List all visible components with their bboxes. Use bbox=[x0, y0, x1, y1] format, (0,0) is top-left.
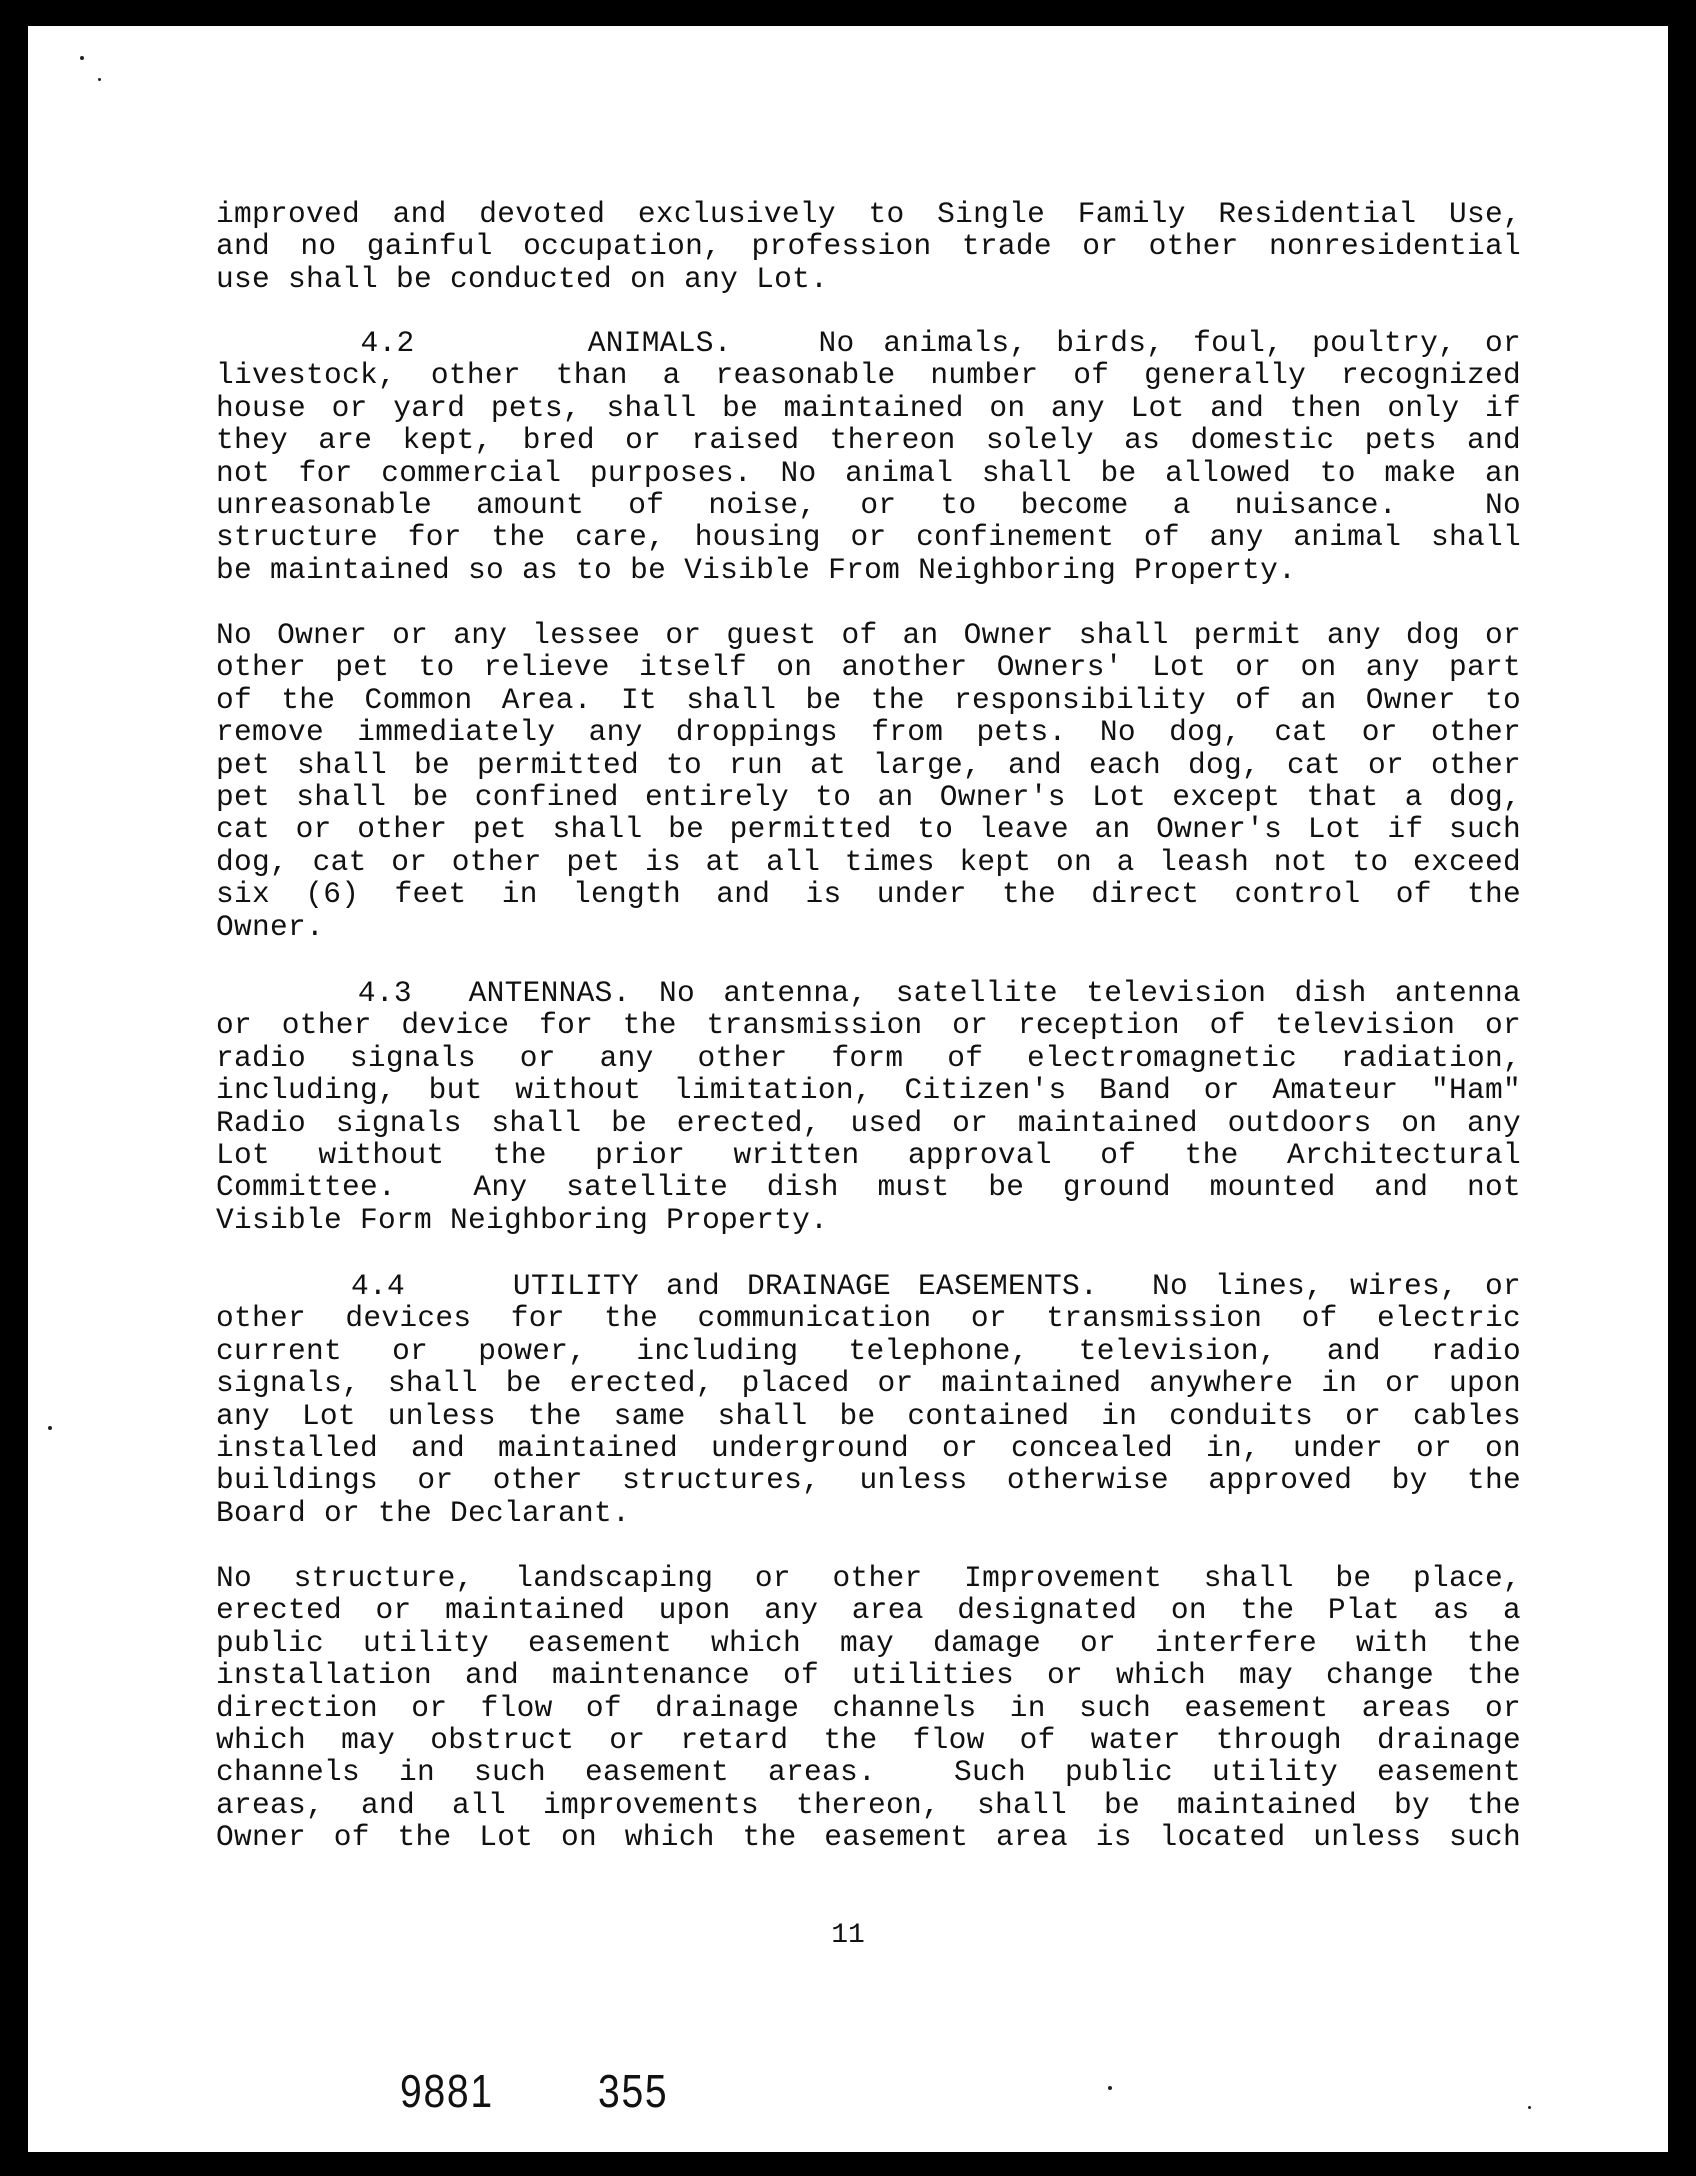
text-line: use shall be conducted on any Lot. bbox=[216, 261, 829, 296]
text-line: direction or flow of drainage channels in such easement areas or bbox=[216, 1690, 1521, 1725]
page-number: 11 bbox=[831, 1920, 865, 1951]
section-heading-line: 4.4 UTILITY and DRAINAGE EASEMENTS. No lines, wires, or bbox=[216, 1269, 1521, 1303]
text-line: pet shall be permitted to run at large, and each dog, cat or other bbox=[216, 747, 1521, 782]
text-line: livestock, other than a reasonable number of generally recognized bbox=[216, 358, 1521, 393]
text-line: improved and devoted exclusively to Single Family Residential Use, bbox=[216, 197, 1521, 231]
text-line: of the Common Area. It shall be the responsibility of an Owner to bbox=[216, 682, 1521, 717]
document-page bbox=[28, 26, 1668, 2152]
text-line: Radio signals shall be erected, used or maintained outdoors on any bbox=[216, 1105, 1521, 1140]
text-line: current or power, including telephone, television, and radio bbox=[216, 1333, 1521, 1368]
scan-speck bbox=[48, 1426, 52, 1430]
text-line: radio signals or any other form of electromagnetic radiation, bbox=[216, 1040, 1521, 1075]
scan-speck bbox=[98, 78, 101, 81]
text-line: signals, shall be erected, placed or maintained anywhere in or upon bbox=[216, 1366, 1521, 1401]
paragraph-pets bbox=[216, 619, 1521, 943]
paragraph-section-4-3-antennas bbox=[216, 977, 1521, 1236]
text-line: Owner of the Lot on which the easement area is located unless such bbox=[216, 1820, 1521, 1855]
text-line: public utility easement which may damage or interfere with the bbox=[216, 1625, 1521, 1660]
text-line: Visible Form Neighboring Property. bbox=[216, 1202, 829, 1237]
text-line: six (6) feet in length and is under the direct control of the bbox=[216, 877, 1521, 912]
text-line: they are kept, bred or raised thereon solely as domestic pets and bbox=[216, 423, 1521, 458]
section-heading-line: 4.2 ANIMALS. No animals, birds, foul, poultry, or bbox=[216, 326, 1521, 360]
paragraph-easement-structures bbox=[216, 1562, 1521, 1854]
text-line: Committee. Any satellite dish must be ground mounted and not bbox=[216, 1170, 1521, 1205]
text-line: No structure, landscaping or other Improvement shall be place, bbox=[216, 1561, 1521, 1595]
text-line: cat or other pet shall be permitted to leave an Owner's Lot if such bbox=[216, 812, 1521, 847]
recording-stamp-page: 355 bbox=[598, 2065, 669, 2117]
text-line: be maintained so as to be Visible From Neighboring Property. bbox=[216, 552, 1297, 587]
text-line: areas, and all improvements thereon, shall be maintained by the bbox=[216, 1787, 1521, 1822]
text-line: and no gainful occupation, profession trade or other nonresidential bbox=[216, 229, 1521, 264]
text-line: channels in such easement areas. Such public utility easement bbox=[216, 1755, 1521, 1790]
text-line: other devices for the communication or transmission of electric bbox=[216, 1301, 1521, 1336]
text-line: pet shall be confined entirely to an Owner's Lot except that a dog, bbox=[216, 780, 1521, 815]
text-line: Board or the Declarant. bbox=[216, 1495, 631, 1530]
paragraph-section-4-2-animals bbox=[216, 327, 1521, 586]
text-line: including, but without limitation, Citizen's Band or Amateur "Ham" bbox=[216, 1073, 1521, 1108]
text-line: unreasonable amount of noise, or to become a nuisance. No bbox=[216, 488, 1521, 523]
text-line: buildings or other structures, unless otherwise approved by the bbox=[216, 1463, 1521, 1498]
text-line: or other device for the transmission or reception of television or bbox=[216, 1008, 1521, 1043]
recording-stamp-book: 9881 bbox=[400, 2065, 494, 2117]
scan-speck bbox=[1528, 2106, 1531, 2109]
text-line: other pet to relieve itself on another Owners' Lot or on any part bbox=[216, 650, 1521, 685]
text-line: installation and maintenance of utilities or which may change the bbox=[216, 1658, 1521, 1693]
text-line: Lot without the prior written approval of the Architectural bbox=[216, 1138, 1521, 1173]
text-line: Owner. bbox=[216, 909, 325, 944]
text-line: any Lot unless the same shall be contained in conduits or cables bbox=[216, 1398, 1521, 1433]
text-line: not for commercial purposes. No animal shall be allowed to make an bbox=[216, 455, 1521, 490]
paragraph-section-4-4-easements bbox=[216, 1270, 1521, 1529]
text-line: house or yard pets, shall be maintained on any Lot and then only if bbox=[216, 390, 1521, 425]
text-line: dog, cat or other pet is at all times kept on a leash not to exceed bbox=[216, 844, 1521, 879]
text-line: erected or maintained upon any area designated on the Plat as a bbox=[216, 1593, 1521, 1628]
scan-speck bbox=[1108, 2086, 1112, 2090]
scan-speck bbox=[80, 56, 84, 60]
section-heading-line: 4.3 ANTENNAS. No antenna, satellite television dish antenna bbox=[216, 976, 1521, 1010]
text-line: remove immediately any droppings from pets. No dog, cat or other bbox=[216, 715, 1521, 750]
text-line: which may obstruct or retard the flow of water through drainage bbox=[216, 1723, 1521, 1758]
paragraph-intro bbox=[216, 198, 1521, 295]
text-line: structure for the care, housing or confinement of any animal shall bbox=[216, 520, 1521, 555]
text-line: No Owner or any lessee or guest of an Owner shall permit any dog or bbox=[216, 618, 1521, 652]
text-line: installed and maintained underground or concealed in, under or on bbox=[216, 1431, 1521, 1466]
